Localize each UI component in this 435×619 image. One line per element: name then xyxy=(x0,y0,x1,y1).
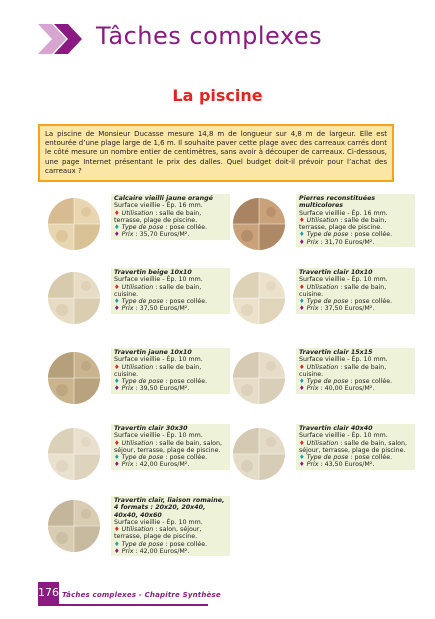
tile-pose-label: Type de pose xyxy=(306,298,349,306)
bullet-icon: ♦ xyxy=(299,283,307,291)
tile-pose-value: : pose collée. xyxy=(163,378,208,386)
tile-surface: Surface vieillie - Ép. 10 mm. xyxy=(114,518,203,526)
tile-price-value: : 35,70 Euros/M². xyxy=(133,231,190,239)
bullet-icon: ♦ xyxy=(114,378,122,386)
tile-surface: Surface vieillie - Ép. 16 mm. xyxy=(299,209,388,217)
tile-utilisation xyxy=(114,440,227,455)
tile-info xyxy=(111,268,230,314)
bullet-icon: ♦ xyxy=(299,439,307,447)
tile-name: Calcaire vieilli jaune orangé xyxy=(114,195,213,202)
tile-info xyxy=(111,348,230,394)
tile-surface: Surface vieillie - Ép. 10 mm. xyxy=(114,356,203,364)
bullet-icon: ♦ xyxy=(299,231,307,239)
tile-swatch-image xyxy=(233,272,285,324)
bullet-icon: ♦ xyxy=(299,363,307,371)
tile-utilisation-value: : salle de bain, salon, séjour, terrasse, plage de piscine. xyxy=(114,439,223,454)
tile-info xyxy=(296,348,415,394)
tile-price-value: : 42,00 Euros/M². xyxy=(133,461,190,469)
bullet-icon: ♦ xyxy=(114,305,122,313)
tile-surface: Surface vieillie - Ép. 16 mm. xyxy=(114,202,203,210)
tile-price-value: : 31,70 Euros/M². xyxy=(318,238,375,246)
tile-pose-label: Type de pose xyxy=(121,378,164,386)
tile-info xyxy=(111,424,230,470)
tile-utilisation-value: : salle de bain, terrasse, plage de piscine. xyxy=(299,216,387,232)
double-chevron-icon xyxy=(38,24,86,54)
intro-text-box: La piscine de Monsieur Ducasse mesure 14,8 m de longueur sur 4,8 m de largeur. Elle est entourée d’une plage large de 1,6 m. Il souhaite paver cette plage avec des carreaux carrés dont le côté mesure un nombre entier de centimètres, sans avoir à découper de carreaux. Ci-dessous, une page Internet présentant le prix des dalles. Quel budget doit-il prévoir pour l’achat des carreaux ? xyxy=(38,124,394,182)
bullet-icon: ♦ xyxy=(114,363,122,371)
tile-utilisation-label: Utilisation xyxy=(306,216,339,224)
tile-name: Travertin beige 10x10 xyxy=(114,269,192,276)
tile-price-label: Prix xyxy=(121,305,134,313)
tile-pose-label: Type de pose xyxy=(121,298,164,306)
tile-price-value: : 42,00 Euros/M². xyxy=(133,548,190,556)
tile-swatch-image xyxy=(48,272,100,324)
tile-price-value: : 39,50 Euros/M². xyxy=(133,385,190,393)
tile-pose-label: Type de pose xyxy=(121,454,164,462)
tile-pose xyxy=(299,378,412,385)
bullet-icon: ♦ xyxy=(299,298,307,306)
tile-price-value: : 40,00 Euros/M². xyxy=(318,385,375,393)
tile-price-value: : 43,50 Euros/M². xyxy=(318,461,375,469)
tile-info xyxy=(296,194,415,247)
tile-utilisation-label: Utilisation xyxy=(121,439,154,447)
tile-pose-value: : pose collée. xyxy=(348,378,393,386)
tile-pose-value: : pose collée. xyxy=(163,454,208,462)
tile-pose xyxy=(114,454,227,461)
tile-price xyxy=(114,385,227,392)
tile-price-label: Prix xyxy=(121,231,134,239)
bullet-icon: ♦ xyxy=(299,238,307,246)
footer-divider xyxy=(38,604,208,606)
bullet-icon: ♦ xyxy=(114,209,122,217)
tile-price xyxy=(114,548,227,555)
tile-price-value: : 37,50 Euros/M². xyxy=(318,305,375,313)
tile-swatch-image xyxy=(48,198,100,250)
tile-pose-value: : pose collée. xyxy=(348,298,393,306)
tile-pose-label: Type de pose xyxy=(306,454,349,462)
bullet-icon: ♦ xyxy=(299,461,307,469)
bullet-icon: ♦ xyxy=(114,540,122,548)
tile-price-label: Prix xyxy=(306,385,319,393)
bullet-icon: ♦ xyxy=(114,224,122,232)
tile-utilisation xyxy=(114,364,227,379)
tile-pose-label: Type de pose xyxy=(121,540,164,548)
bullet-icon: ♦ xyxy=(114,454,122,462)
tile-price xyxy=(299,305,412,312)
tile-price-label: Prix xyxy=(121,385,134,393)
tile-utilisation-label: Utilisation xyxy=(121,363,154,371)
tile-price xyxy=(299,239,412,246)
tile-swatch-image xyxy=(48,352,100,404)
footer-chapter-label: Tâches complexes - Chapitre Synthèse xyxy=(62,591,221,599)
tile-swatch-image xyxy=(233,198,285,250)
tile-surface: Surface vieillie - Ép. 10 mm. xyxy=(114,432,203,440)
page-title: La piscine xyxy=(172,86,263,105)
tile-info xyxy=(111,496,230,556)
tile-info xyxy=(296,268,415,314)
tile-surface: Surface vieillie - Ép. 10 mm. xyxy=(299,276,388,284)
bullet-icon: ♦ xyxy=(114,548,122,556)
tile-info xyxy=(111,194,230,240)
bullet-icon: ♦ xyxy=(114,439,122,447)
tile-swatch-image xyxy=(233,352,285,404)
tile-pose xyxy=(114,298,227,305)
bullet-icon: ♦ xyxy=(299,216,307,224)
tile-utilisation xyxy=(299,284,412,299)
tile-pose-value: : pose collée. xyxy=(163,298,208,306)
tile-utilisation-value: : salle de bain, cuisine. xyxy=(114,363,202,378)
tile-pose xyxy=(299,454,412,461)
tile-utilisation-label: Utilisation xyxy=(121,283,154,291)
bullet-icon: ♦ xyxy=(114,461,122,469)
bullet-icon: ♦ xyxy=(299,454,307,462)
tile-swatch-image xyxy=(233,428,285,480)
tile-pose-label: Type de pose xyxy=(121,224,164,232)
tile-price xyxy=(299,461,412,468)
tile-name: Travertin clair 40x40 xyxy=(299,425,373,432)
bullet-icon: ♦ xyxy=(114,526,122,534)
tile-utilisation xyxy=(299,217,412,232)
bullet-icon: ♦ xyxy=(114,298,122,306)
tile-name: Travertin clair 10x10 xyxy=(299,269,373,276)
bullet-icon: ♦ xyxy=(114,283,122,291)
page-number: 176 xyxy=(38,582,59,604)
tile-price xyxy=(114,305,227,312)
tile-utilisation xyxy=(114,284,227,299)
tile-price-value: : 37,50 Euros/M². xyxy=(133,305,190,313)
tile-utilisation-value: : salle de bain, cuisine. xyxy=(299,283,387,298)
tile-utilisation-value: : salle de bain, cuisine. xyxy=(299,363,387,378)
tile-swatch-image xyxy=(48,500,100,552)
tile-pose-label: Type de pose xyxy=(306,231,349,239)
tile-pose-value: : pose collée. xyxy=(348,454,393,462)
tile-price-label: Prix xyxy=(121,461,134,469)
tile-pose xyxy=(114,541,227,548)
tile-name: Pierres reconstituées multicolores xyxy=(299,195,376,210)
tile-utilisation xyxy=(114,526,227,541)
bullet-icon: ♦ xyxy=(114,231,122,239)
tile-utilisation-label: Utilisation xyxy=(306,363,339,371)
tile-price xyxy=(299,385,412,392)
bullet-icon: ♦ xyxy=(299,305,307,313)
tile-surface: Surface vieillie - Ép. 10 mm. xyxy=(299,356,388,364)
tile-utilisation xyxy=(299,440,412,455)
tile-surface: Surface vieillie - Ép. 10 mm. xyxy=(114,276,203,284)
tile-price-label: Prix xyxy=(306,461,319,469)
tile-price-label: Prix xyxy=(121,548,134,556)
tile-price-label: Prix xyxy=(306,238,319,246)
tile-pose-value: : pose collée. xyxy=(348,231,393,239)
tile-pose-value: : pose collée. xyxy=(163,540,208,548)
bullet-icon: ♦ xyxy=(299,378,307,386)
tile-pose xyxy=(114,224,227,231)
tile-info xyxy=(296,424,415,470)
bullet-icon: ♦ xyxy=(114,385,122,393)
tile-pose xyxy=(114,378,227,385)
tile-price-label: Prix xyxy=(306,305,319,313)
tile-utilisation-label: Utilisation xyxy=(306,439,339,447)
tile-name: Travertin clair, liaison romaine, 4 formats : 20x20, 20x40, 40x40, 40x60 xyxy=(114,497,225,519)
tile-utilisation-label: Utilisation xyxy=(121,526,154,534)
tile-swatch-image xyxy=(48,428,100,480)
tile-utilisation xyxy=(299,364,412,379)
tile-surface: Surface vieillie - Ép. 10 mm. xyxy=(299,432,388,440)
tile-utilisation-label: Utilisation xyxy=(121,209,154,217)
tile-price xyxy=(114,231,227,238)
tile-pose xyxy=(299,298,412,305)
tile-utilisation-value: : salle de bain, salon, séjour, terrasse, plage de piscine. xyxy=(299,439,408,454)
bullet-icon: ♦ xyxy=(299,385,307,393)
tile-utilisation-value: : salle de bain, terrasse, plage de piscine. xyxy=(114,209,202,224)
tile-name: Travertin clair 15x15 xyxy=(299,349,373,356)
tile-pose xyxy=(299,231,412,238)
tile-name: Travertin jaune 10x10 xyxy=(114,349,192,356)
section-header-title: Tâches complexes xyxy=(96,22,323,50)
tile-pose-value: : pose collée. xyxy=(163,224,208,232)
tile-utilisation-label: Utilisation xyxy=(306,283,339,291)
tile-pose-label: Type de pose xyxy=(306,378,349,386)
tile-utilisation-value: : salon, séjour, terrasse, plage de piscine. xyxy=(114,526,202,541)
tile-name: Travertin clair 30x30 xyxy=(114,425,188,432)
tile-utilisation xyxy=(114,210,227,225)
tile-utilisation-value: : salle de bain, cuisine. xyxy=(114,283,202,298)
tile-price xyxy=(114,461,227,468)
